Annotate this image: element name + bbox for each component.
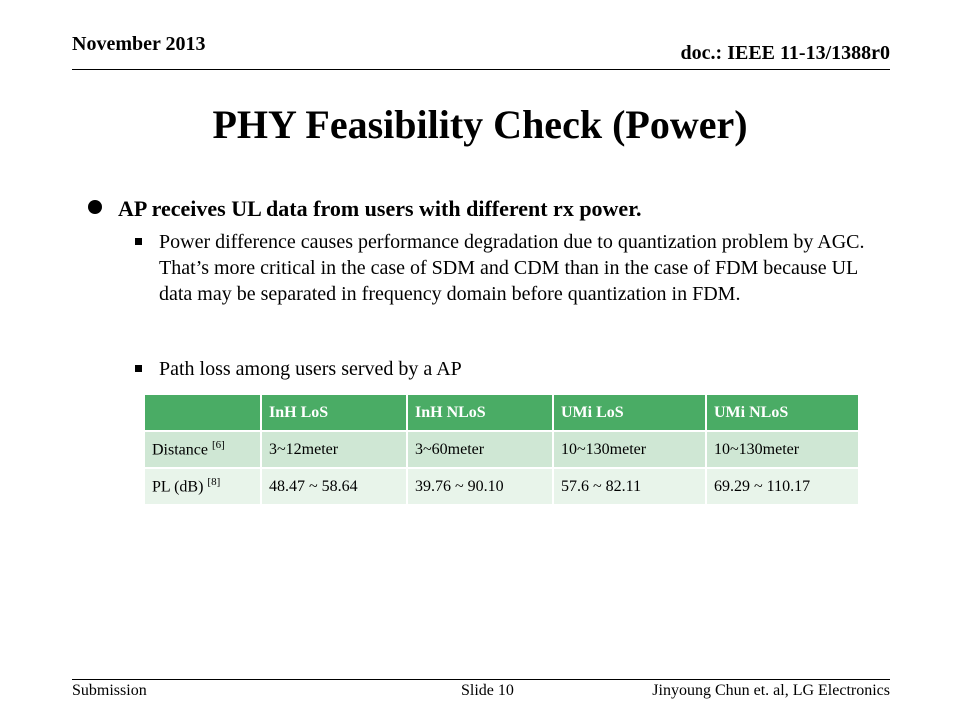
path-loss-table — [143, 393, 860, 506]
footer-slide-number: Slide 10 — [461, 682, 514, 699]
table-cell: 3~60meter — [407, 431, 553, 468]
table-cell: 10~130meter — [553, 431, 706, 468]
row-label-text: PL (dB) — [152, 478, 208, 496]
slide-title: PHY Feasibility Check (Power) — [212, 102, 748, 147]
table-row-label — [144, 468, 261, 505]
table-cell: 10~130meter — [706, 431, 859, 468]
reference-superscript: [8] — [207, 476, 221, 489]
table-row-label — [144, 431, 261, 468]
table-header-cell: InH LoS — [261, 394, 407, 431]
footer-author: Jinyoung Chun et. al, LG Electronics — [652, 682, 890, 699]
table-header-cell: UMi NLoS — [706, 394, 859, 431]
footer-submission: Submission — [72, 682, 147, 699]
table-row — [144, 468, 859, 505]
table-header-cell — [144, 394, 261, 431]
table-row — [144, 431, 859, 468]
bullet-dot-icon — [88, 200, 102, 214]
header-date: November 2013 — [72, 33, 206, 55]
main-bullet — [88, 196, 888, 222]
footer-divider — [72, 679, 890, 680]
sub-bullet-text: Power difference causes performance degradation due to quantization problem by AGC. That’s more critical in the case of SDM and CDM than in the case of FDM because UL data may be separated in frequency domain before quantization in FDM. — [159, 231, 865, 305]
table-cell: 3~12meter — [261, 431, 407, 468]
table-header-cell: UMi LoS — [553, 394, 706, 431]
header-divider — [72, 69, 890, 70]
table-header-cell: InH NLoS — [407, 394, 553, 431]
sub-bullet-1 — [135, 229, 875, 307]
sub-bullet-text: Path loss among users served by a AP — [159, 358, 462, 380]
table-cell: 69.29 ~ 110.17 — [706, 468, 859, 505]
reference-superscript: [6] — [211, 439, 225, 452]
table-cell: 48.47 ~ 58.64 — [261, 468, 407, 505]
main-bullet-text: AP receives UL data from users with different rx power. — [118, 196, 642, 221]
table-cell: 39.76 ~ 90.10 — [407, 468, 553, 505]
row-label-text: Distance — [152, 441, 212, 459]
table-cell: 57.6 ~ 82.11 — [553, 468, 706, 505]
square-bullet-icon — [135, 365, 142, 372]
table-header-row — [144, 394, 859, 431]
header-doc-id: doc.: IEEE 11-13/1388r0 — [680, 42, 890, 64]
sub-bullet-2 — [135, 356, 875, 382]
square-bullet-icon — [135, 238, 142, 245]
